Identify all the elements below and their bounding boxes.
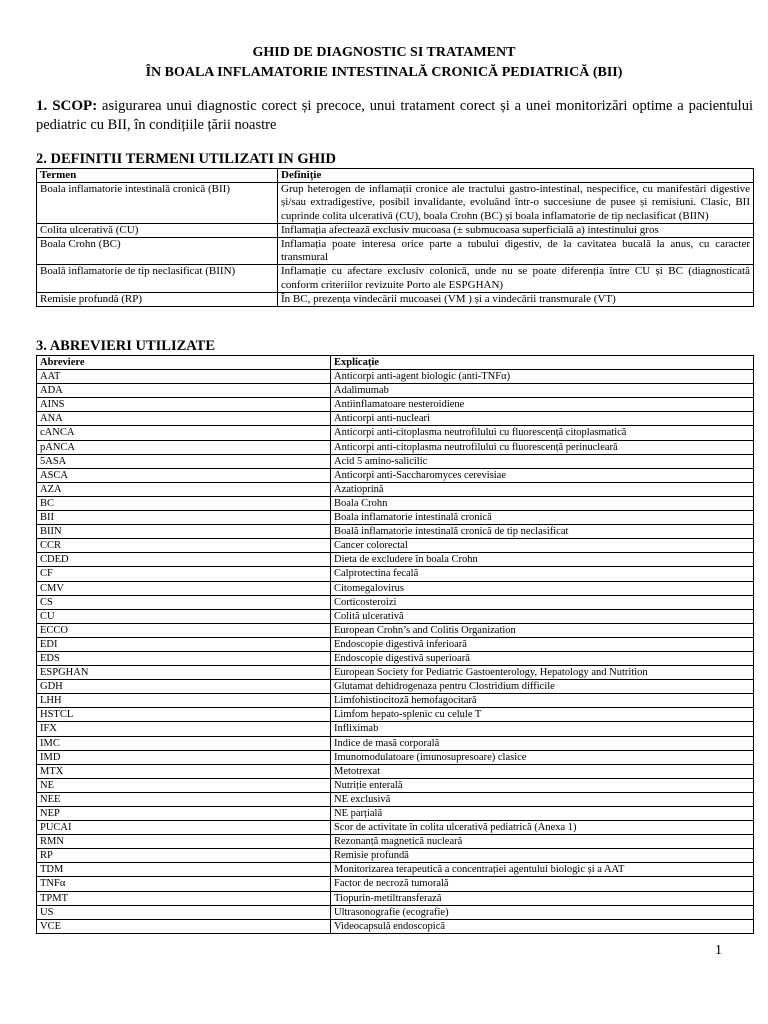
abbreviation-explanation: Monitorizarea terapeutică a concentrației agentului biologic și a AAT xyxy=(331,863,754,877)
abbreviation-code: CS xyxy=(37,595,331,609)
abbreviations-heading: 3. ABREVIERI UTILIZATE xyxy=(36,338,216,354)
abbreviation-explanation: Anticorpi anti-agent biologic (anti-TNFα) xyxy=(331,370,754,384)
definition-text: Grup heterogen de inflamații cronice ale tractului gastro-intestinal, nespecifice, cu manifestări digestive și/sau extradigestive, posibil invalidante, evoluând într-o succesiune de pusee și remisiuni. Clasic, BII cuprinde colita ulcerativă (CU), boala Crohn (BC) și boala inflamatorie de tip neclasificat (BIIN) xyxy=(278,183,754,224)
abbreviation-explanation: Tiopurin-metiltransferază xyxy=(331,891,754,905)
abbreviation-code: CU xyxy=(37,609,331,623)
page-number: 1 xyxy=(715,943,722,958)
title-line-1: GHID DE DIAGNOSTIC SI TRATAMENT xyxy=(252,45,516,60)
definition-term: Boala inflamatorie intestinală cronică (BII) xyxy=(37,183,278,224)
abbreviation-explanation: Calprotectina fecală xyxy=(331,567,754,581)
abbreviation-row xyxy=(37,412,754,426)
definitions-header-row xyxy=(37,169,754,183)
definitions-row xyxy=(37,265,754,292)
abbreviation-explanation: Citomegalovirus xyxy=(331,581,754,595)
abbreviation-row xyxy=(37,651,754,665)
abbreviation-code: NEP xyxy=(37,807,331,821)
abbreviation-code: TNFα xyxy=(37,877,331,891)
abbreviation-explanation: Endoscopie digestivă inferioară xyxy=(331,637,754,651)
definition-term: Colita ulcerativă (CU) xyxy=(37,223,278,237)
abbreviation-explanation: European Crohn’s and Colitis Organization xyxy=(331,623,754,637)
abbreviation-code: HSTCL xyxy=(37,708,331,722)
abbreviation-explanation: Acid 5 amino-salicilic xyxy=(331,454,754,468)
abbreviation-code: CCR xyxy=(37,539,331,553)
abbreviation-code: MTX xyxy=(37,764,331,778)
abbreviation-code: VCE xyxy=(37,919,331,933)
abbreviation-explanation: Azatioprină xyxy=(331,482,754,496)
abbreviation-code: EDI xyxy=(37,637,331,651)
abbreviation-explanation: Infliximab xyxy=(331,722,754,736)
abbreviation-code: NE xyxy=(37,778,331,792)
abbreviation-explanation: Colită ulcerativă xyxy=(331,609,754,623)
definition-term: Boala Crohn (BC) xyxy=(37,238,278,265)
abbreviation-explanation: Endoscopie digestivă superioară xyxy=(331,651,754,665)
abbreviation-code: ECCO xyxy=(37,623,331,637)
definition-text: Inflamația poate interesa orice parte a tubului digestiv, de la cavitatea bucală la anus, cu caracter transmural xyxy=(278,238,754,265)
abbreviation-code: ESPGHAN xyxy=(37,666,331,680)
abbreviation-code: CF xyxy=(37,567,331,581)
abbreviation-code: PUCAI xyxy=(37,821,331,835)
abbreviation-row xyxy=(37,581,754,595)
title-line-2: ÎN BOALA INFLAMATORIE INTESTINALĂ CRONICĂ PEDIATRICĂ (BII) xyxy=(145,64,623,80)
abbreviation-row xyxy=(37,370,754,384)
abbreviation-row xyxy=(37,384,754,398)
abbreviations-table xyxy=(36,355,754,934)
abbreviation-code: AZA xyxy=(37,482,331,496)
definitions-heading: 2. DEFINITII TERMENI UTILIZATI IN GHID xyxy=(36,151,337,167)
abbreviation-explanation: Glutamat dehidrogenaza pentru Clostridium difficile xyxy=(331,680,754,694)
abbreviation-explanation: NE parțială xyxy=(331,807,754,821)
abbreviation-row xyxy=(37,877,754,891)
abbreviation-code: ASCA xyxy=(37,468,331,482)
abbreviations-header-row xyxy=(37,356,754,370)
abbreviation-row xyxy=(37,919,754,933)
definitions-row xyxy=(37,223,754,237)
abbreviation-explanation: Boala inflamatorie intestinală cronică xyxy=(331,511,754,525)
abbreviation-row xyxy=(37,426,754,440)
abbreviation-explanation: Antiinflamatoare nesteroidiene xyxy=(331,398,754,412)
abbreviation-explanation: Anticorpi anti-citoplasma neutrofilului cu fluorescență citoplasmatică xyxy=(331,426,754,440)
definition-text: Inflamație cu afectare exclusiv colonică, unde nu se poate diferenția între CU și BC (diagnosticată conform criteriilor revizuite Porto ale ESPGHAN) xyxy=(278,265,754,292)
abbreviation-row xyxy=(37,539,754,553)
abbreviation-explanation: Factor de necroză tumorală xyxy=(331,877,754,891)
abbreviation-row xyxy=(37,807,754,821)
abbreviation-code: BC xyxy=(37,496,331,510)
abbreviation-code: pANCA xyxy=(37,440,331,454)
abbreviation-explanation: Nutriție enterală xyxy=(331,778,754,792)
abbreviation-code: IFX xyxy=(37,722,331,736)
abbreviation-explanation: Limfohistiocitoză hemofagocitară xyxy=(331,694,754,708)
abbreviation-row xyxy=(37,496,754,510)
abbreviation-code: BII xyxy=(37,511,331,525)
definitions-row xyxy=(37,238,754,265)
abbreviation-explanation: Metotrexat xyxy=(331,764,754,778)
abbreviation-row xyxy=(37,792,754,806)
abbreviation-explanation: Rezonanță magnetică nucleară xyxy=(331,835,754,849)
abbreviation-row xyxy=(37,694,754,708)
abbreviation-code: AINS xyxy=(37,398,331,412)
definitions-row xyxy=(37,292,754,306)
scope-text: asigurarea unui diagnostic corect și precoce, unui tratament corect și a unei monitorizări optime a pacientului pediatric cu BII, în condițiile țării noastre xyxy=(36,98,753,133)
abbreviation-explanation: Limfom hepato-splenic cu celule T xyxy=(331,708,754,722)
definitions-table xyxy=(36,168,754,307)
abbreviation-code: TPMT xyxy=(37,891,331,905)
abbreviation-code: GDH xyxy=(37,680,331,694)
definitions-header-definition: Definiție xyxy=(278,169,754,183)
abbreviation-row xyxy=(37,666,754,680)
abbreviation-code: cANCA xyxy=(37,426,331,440)
abbreviation-code: ADA xyxy=(37,384,331,398)
abbreviation-row xyxy=(37,778,754,792)
abbreviations-header-explanation: Explicație xyxy=(331,356,754,370)
abbreviation-row xyxy=(37,863,754,877)
definition-text: În BC, prezența vindecării mucoasei (VM ) și a vindecării transmurale (VT) xyxy=(278,292,754,306)
abbreviation-code: AAT xyxy=(37,370,331,384)
abbreviation-row xyxy=(37,511,754,525)
abbreviation-explanation: Imunomodulatoare (imunosupresoare) clasice xyxy=(331,750,754,764)
abbreviation-code: IMD xyxy=(37,750,331,764)
abbreviation-code: EDS xyxy=(37,651,331,665)
definition-text: Inflamația afectează exclusiv mucoasa (± submucoasa superficială a) intestinului gros xyxy=(278,223,754,237)
definitions-header-term: Termen xyxy=(37,169,278,183)
abbreviation-row xyxy=(37,750,754,764)
abbreviation-code: RP xyxy=(37,849,331,863)
abbreviation-row xyxy=(37,905,754,919)
abbreviation-explanation: Scor de activitate în colita ulcerativă pediatrică (Anexa 1) xyxy=(331,821,754,835)
abbreviation-explanation: Anticorpi anti-nucleari xyxy=(331,412,754,426)
abbreviation-code: IMC xyxy=(37,736,331,750)
abbreviation-explanation: NE exclusivă xyxy=(331,792,754,806)
abbreviation-row xyxy=(37,708,754,722)
abbreviation-row xyxy=(37,595,754,609)
abbreviation-explanation: Ultrasonografie (ecografie) xyxy=(331,905,754,919)
abbreviation-code: RMN xyxy=(37,835,331,849)
definitions-row xyxy=(37,183,754,224)
abbreviation-row xyxy=(37,567,754,581)
abbreviation-code: NEE xyxy=(37,792,331,806)
abbreviation-row xyxy=(37,623,754,637)
abbreviation-explanation: Adalimumab xyxy=(331,384,754,398)
abbreviation-row xyxy=(37,821,754,835)
scope-label: 1. SCOP: xyxy=(36,98,98,114)
abbreviation-row xyxy=(37,482,754,496)
definition-term: Boală inflamatorie de tip neclasificat (BIIN) xyxy=(37,265,278,292)
abbreviation-code: LHH xyxy=(37,694,331,708)
abbreviation-row xyxy=(37,849,754,863)
abbreviation-explanation: Anticorpi anti-Saccharomyces cerevisiae xyxy=(331,468,754,482)
abbreviation-row xyxy=(37,398,754,412)
abbreviation-row xyxy=(37,835,754,849)
abbreviation-explanation: Boală inflamatorie intestinală cronică de tip neclasificat xyxy=(331,525,754,539)
abbreviation-row xyxy=(37,440,754,454)
abbreviation-code: TDM xyxy=(37,863,331,877)
abbreviation-row xyxy=(37,609,754,623)
abbreviation-row xyxy=(37,736,754,750)
scope-paragraph xyxy=(36,97,753,135)
abbreviation-explanation: Indice de masă corporală xyxy=(331,736,754,750)
abbreviation-explanation: Videocapsulă endoscopică xyxy=(331,919,754,933)
abbreviation-explanation: Corticosteroizi xyxy=(331,595,754,609)
abbreviation-row xyxy=(37,454,754,468)
abbreviation-row xyxy=(37,525,754,539)
abbreviation-explanation: Cancer colorectal xyxy=(331,539,754,553)
abbreviation-code: BIIN xyxy=(37,525,331,539)
definition-term: Remisie profundă (RP) xyxy=(37,292,278,306)
abbreviation-row xyxy=(37,553,754,567)
abbreviation-explanation: Remisie profundă xyxy=(331,849,754,863)
abbreviation-row xyxy=(37,722,754,736)
abbreviation-row xyxy=(37,680,754,694)
abbreviation-code: US xyxy=(37,905,331,919)
abbreviation-code: CDED xyxy=(37,553,331,567)
abbreviation-row xyxy=(37,764,754,778)
abbreviation-explanation: Anticorpi anti-citoplasma neutrofilului cu fluorescență perinucleară xyxy=(331,440,754,454)
document-title xyxy=(0,43,768,82)
abbreviation-code: ANA xyxy=(37,412,331,426)
abbreviation-code: CMV xyxy=(37,581,331,595)
abbreviation-code: 5ASA xyxy=(37,454,331,468)
abbreviation-row xyxy=(37,637,754,651)
abbreviation-explanation: Boala Crohn xyxy=(331,496,754,510)
abbreviation-row xyxy=(37,468,754,482)
abbreviation-explanation: Dieta de excludere în boala Crohn xyxy=(331,553,754,567)
abbreviations-header-abbr: Abreviere xyxy=(37,356,331,370)
abbreviation-explanation: European Society for Pediatric Gastoenterology, Hepatology and Nutrition xyxy=(331,666,754,680)
abbreviation-row xyxy=(37,891,754,905)
